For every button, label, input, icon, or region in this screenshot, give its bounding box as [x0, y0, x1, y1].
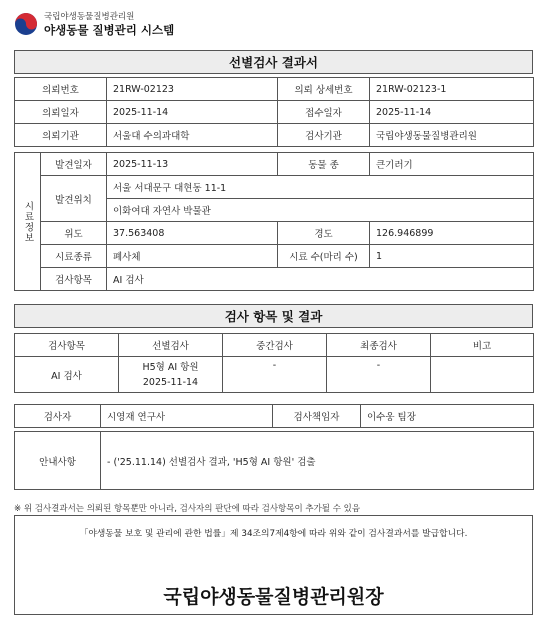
- request-org-label: 의뢰기관: [15, 124, 107, 147]
- footer-note: ※ 위 검사결과서는 의뢰된 항목뿐만 아니라, 검사자의 판단에 따라 검사항목이 추가될 수 있음: [14, 504, 361, 514]
- latitude-value: 37.563408: [107, 222, 278, 245]
- taegeuk-emblem-icon: [14, 12, 38, 36]
- report-title: 선별검사 결과서: [229, 55, 318, 70]
- table-row: [15, 405, 534, 428]
- result-final: -: [327, 357, 431, 393]
- sample-count-value: 1: [370, 245, 534, 268]
- location-label: 발견위치: [41, 176, 107, 222]
- results-table: [14, 333, 534, 393]
- inspector-value: 시영재 연구사: [101, 405, 273, 428]
- issuance-statement: 「야생동물 보호 및 관리에 관한 법률」제 34조의7제4항에 따라 위와 같이 검사결과서를 발급합니다.: [79, 529, 468, 539]
- sample-info-table: [14, 152, 534, 291]
- test-item-value: AI 검사: [107, 268, 534, 291]
- table-row: [15, 357, 534, 393]
- results-header-row: [15, 334, 534, 357]
- org-name-small: 국립야생동물질병관리원: [44, 11, 135, 22]
- test-org-value: 국립야생동물질병관리원: [370, 124, 534, 147]
- latitude-label: 위도: [41, 222, 107, 245]
- result-screening-line-1: H5형 AI 항원: [142, 361, 199, 373]
- table-row: [15, 245, 534, 268]
- test-org-label: 검사기관: [278, 124, 370, 147]
- table-row: [15, 222, 534, 245]
- table-row: [15, 78, 534, 101]
- found-date-value: 2025-11-13: [107, 153, 278, 176]
- table-row: [15, 124, 534, 147]
- request-org-value: 서울대 수의과대학: [107, 124, 278, 147]
- result-screening: [119, 357, 223, 393]
- inspector-label: 검사자: [15, 405, 101, 428]
- longitude-value: 126.946899: [370, 222, 534, 245]
- request-no-label: 의뢰번호: [15, 78, 107, 101]
- director-signature: 국립야생동물질병관리원장: [163, 586, 384, 608]
- system-name: 야생동물 질병관리 시스템: [44, 22, 175, 37]
- location-line-1: 서울 서대문구 대현동 11-1: [107, 176, 534, 199]
- table-row: [15, 101, 534, 124]
- sample-info-section-label: 시료정보: [15, 153, 41, 291]
- table-row: [15, 268, 534, 291]
- page-header: [14, 8, 174, 40]
- guide-label: 안내사항: [15, 432, 101, 490]
- request-date-label: 의뢰일자: [15, 101, 107, 124]
- results-header-screening: 선별검사: [119, 334, 223, 357]
- request-detail-no-value: 21RW-02123-1: [370, 78, 534, 101]
- results-header-final: 최종검사: [327, 334, 431, 357]
- receipt-date-value: 2025-11-14: [370, 101, 534, 124]
- location-line-2: 이화여대 자연사 박물관: [107, 199, 534, 222]
- table-row: [15, 176, 534, 199]
- species-label: 동물 종: [278, 153, 370, 176]
- request-detail-no-label: 의뢰 상세번호: [278, 78, 370, 101]
- sample-type-value: 폐사체: [107, 245, 278, 268]
- inspector-table: [14, 404, 534, 428]
- guide-table: [14, 431, 534, 490]
- result-intermediate: -: [223, 357, 327, 393]
- receipt-date-label: 접수일자: [278, 101, 370, 124]
- species-value: 큰기러기: [370, 153, 534, 176]
- longitude-label: 경도: [278, 222, 370, 245]
- results-header-remarks: 비고: [431, 334, 534, 357]
- results-title-bar: [14, 304, 533, 328]
- table-row: [15, 153, 534, 176]
- found-date-label: 발견일자: [41, 153, 107, 176]
- guide-text: - ('25.11.14) 선별검사 결과, 'H5형 AI 항원' 검출: [101, 432, 534, 490]
- org-name-block: [44, 12, 174, 37]
- test-item-label: 검사항목: [41, 268, 107, 291]
- results-title: 검사 항목 및 결과: [224, 309, 323, 324]
- chief-value: 이수웅 팀장: [361, 405, 534, 428]
- chief-label: 검사책임자: [273, 405, 361, 428]
- result-test-item: AI 검사: [15, 357, 119, 393]
- sample-count-label: 시료 수(마리 수): [278, 245, 370, 268]
- issuance-box: [14, 515, 533, 615]
- request-info-table: [14, 77, 534, 147]
- result-screening-line-2: 2025-11-14: [142, 376, 199, 388]
- results-header-intermediate: 중간검사: [223, 334, 327, 357]
- result-remarks: [431, 357, 534, 393]
- table-row: [15, 432, 534, 490]
- sample-type-label: 시료종류: [41, 245, 107, 268]
- request-no-value: 21RW-02123: [107, 78, 278, 101]
- report-title-bar: [14, 50, 533, 74]
- results-header-test-item: 검사항목: [15, 334, 119, 357]
- request-date-value: 2025-11-14: [107, 101, 278, 124]
